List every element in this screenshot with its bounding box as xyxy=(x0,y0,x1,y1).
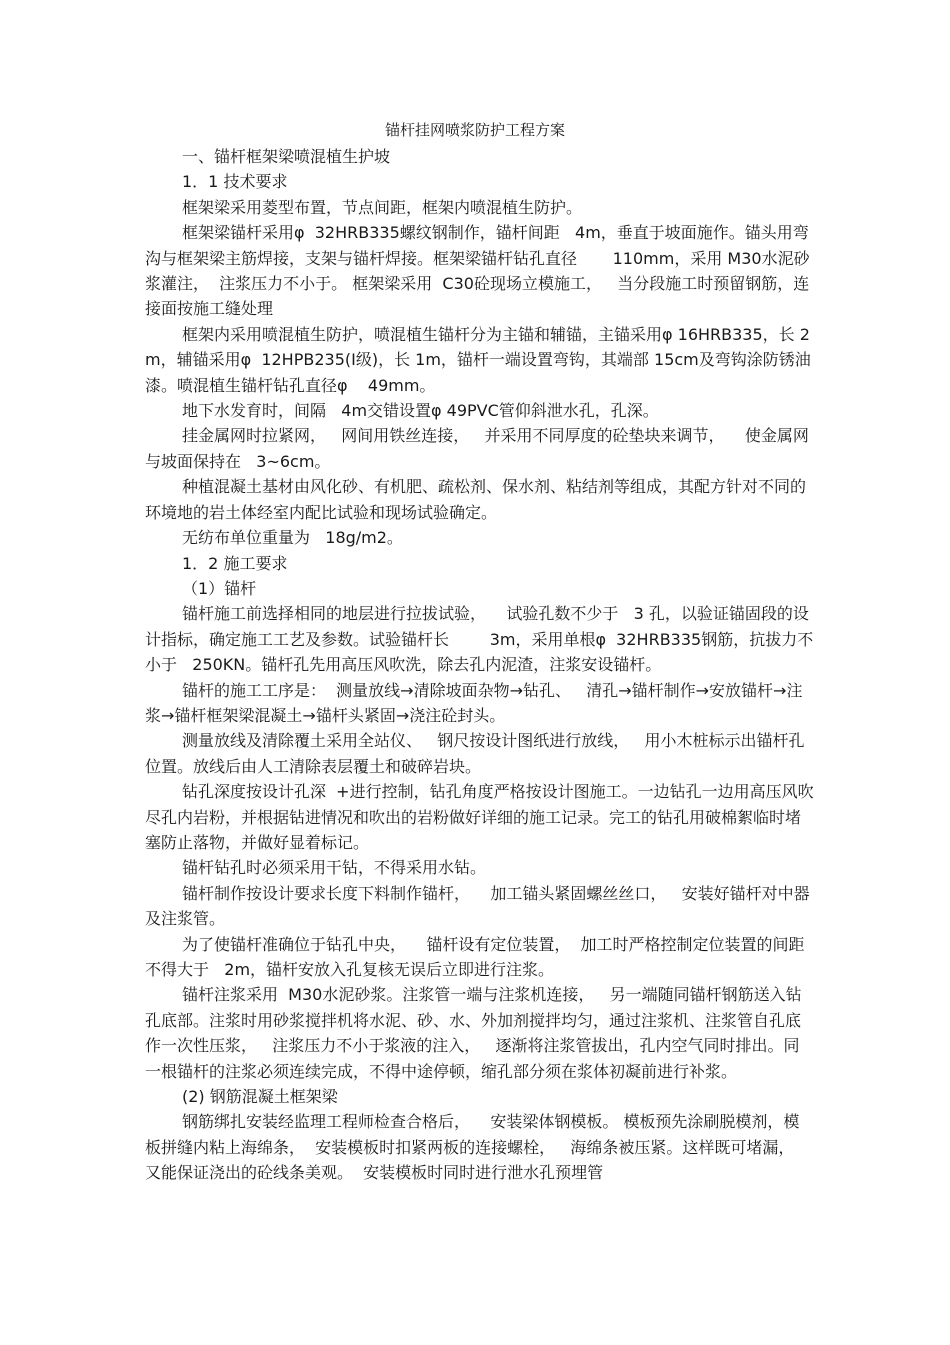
document-title: 锚杆挂网喷浆防护工程方案 xyxy=(384,121,565,139)
paragraph: 钻孔深度按设计孔深 +进行控制，钻孔角度严格按设计图施工。一边钻孔一边用高压风吹尽孔内岩粉，并根据钻进情况和吹出的岩粉做好详细的施工记录。完工的钻孔用破棉絮临时堵塞防止落物，并做好显着标记。 xyxy=(145,782,814,852)
paragraph: 为了使锚杆准确位于钻孔中央， 锚杆设有定位装置， 加工时严格控制定位装置的间距不得大于 2m，锚杆安放入孔复核无误后立即进行注浆。 xyxy=(145,934,805,979)
paragraph: 锚杆钻孔时必须采用干钻，不得采用水钻。 xyxy=(182,858,487,878)
paragraph: 锚杆注浆采用 M30水泥砂浆。注浆管一端与注浆机连接， 另一端随同锚杆钢筋送入钻孔底部。注浆时用砂浆搅拌机将水泥、砂、水、外加剂搅拌均匀，通过注浆机、注浆管自孔底作一次性压浆， 注浆压力不小于浆液的注入， 逐渐将注浆管拔出，孔内空气同时排出。同一根锚杆的注浆必须连续完成，不得中途停顿，缩孔部分须在浆体初凝前进行补浆。 xyxy=(145,985,802,1081)
paragraph: 框架梁锚杆采用φ 32HRB335螺纹钢制作，锚杆间距 4m，垂直于坡面施作。锚头用弯沟与框架梁主筋焊接，支架与锚杆焊接。框架梁锚杆钻孔直径 110mm，采用 M30水泥砂浆灌注， 注浆压力不小于。 框架梁采用 C30砼现场立模施工， 当分段施工时预留钢筋，连接面按施工缝处理 xyxy=(145,223,810,319)
document-body xyxy=(145,144,815,1186)
section-heading: 1．2 施工要求 xyxy=(182,553,288,573)
section-heading: (2) 钢筋混凝土框架梁 xyxy=(182,1087,338,1107)
paragraph: 挂金属网时拉紧网， 网间用铁丝连接， 并采用不同厚度的砼垫块来调节， 使金属网与坡面保持在 3~6cm。 xyxy=(145,426,809,471)
section-heading: 1．1 技术要求 xyxy=(182,172,288,192)
paragraph: 锚杆的施工工序是： 测量放线→清除坡面杂物→钻孔、 清孔→锚杆制作→安放锚杆→注浆→锚杆框架梁混凝土→锚杆头紧固→浇注砼封头。 xyxy=(145,680,803,725)
paragraph: 锚杆施工前选择相同的地层进行拉拔试验， 试验孔数不少于 3 孔，以验证锚固段的设计指标，确定施工工艺及参数。试验锚杆长 3m，采用单根φ 32HRB335钢筋，抗拔力不小于 250KN。锚杆孔先用高压风吹洗，除去孔内泥渣，注浆安设锚杆。 xyxy=(145,604,814,675)
paragraph: 测量放线及清除覆土采用全站仪、 钢尺按设计图纸进行放线， 用小木桩标示出锚杆孔位置。放线后由人工清除表层覆土和破碎岩块。 xyxy=(145,731,805,776)
paragraph: 无纺布单位重量为 18g/m2。 xyxy=(182,528,403,548)
paragraph: 锚杆制作按设计要求长度下料制作锚杆， 加工锚头紧固螺丝丝口， 安装好锚杆对中器及注浆管。 xyxy=(145,883,810,929)
section-heading: 一、锚杆框架梁喷混植生护坡 xyxy=(182,147,391,166)
paragraph: 框架内采用喷混植生防护，喷混植生锚杆分为主锚和辅锚，主锚采用φ 16HRB335，长 2m，辅锚采用φ 12HPB235(Ⅰ级)，长 1m，锚杆一端设置弯钩，其端部 15cm及弯钩涂防锈油漆。喷混植生锚杆钻孔直径φ 49mm。 xyxy=(145,324,811,395)
paragraph: 钢筋绑扎安装经监理工程师检查合格后， 安装梁体钢模板。 模板预先涂刷脱模剂，模板拼缝内粘上海绵条， 安装模板时扣紧两板的连接螺栓， 海绵条被压紧。这样既可堵漏， 又能保证浇出的砼线条美观。 安装模板时同时进行泄水孔预埋管 xyxy=(145,1112,805,1183)
paragraph: 框架梁采用菱型布置，节点间距，框架内喷混植生防护。 xyxy=(182,197,583,217)
paragraph: 地下水发育时，间隔 4m交错设置φ 49PVC管仰斜泄水孔，孔深。 xyxy=(182,401,659,421)
section-heading: （1）锚杆 xyxy=(182,578,257,598)
paragraph: 种植混凝土基材由风化砂、有机肥、疏松剂、保水剂、粘结剂等组成，其配方针对不同的环境地的岩土体经室内配比试验和现场试验确定。 xyxy=(145,477,807,522)
